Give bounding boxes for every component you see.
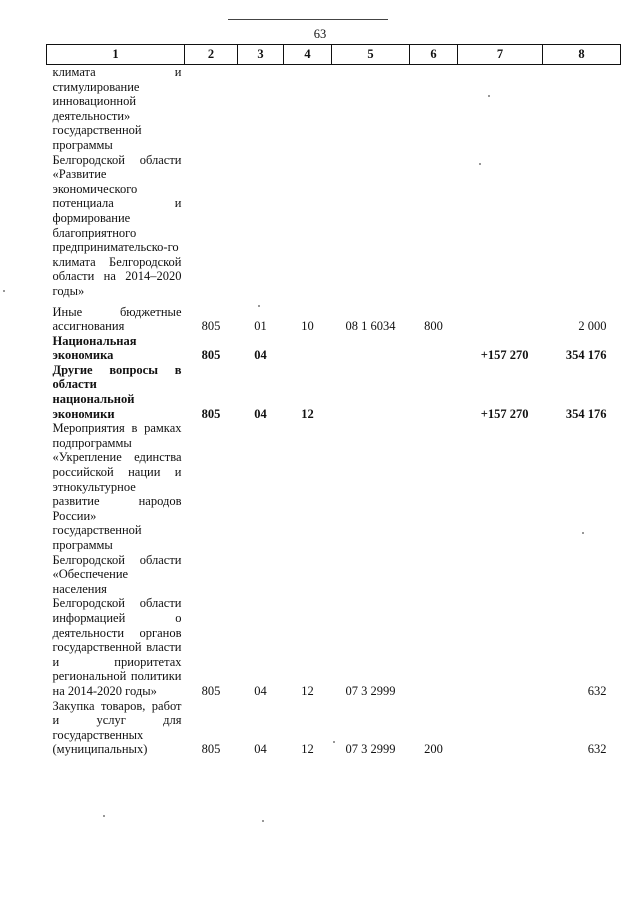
column-header: 2	[185, 45, 238, 65]
row-cell-col6: 800	[424, 319, 443, 334]
row-cell-col2: 805	[201, 348, 221, 363]
row-cell-col7: +157 270	[480, 348, 529, 363]
row-cell-col6	[410, 65, 458, 299]
row-cell-col5	[332, 65, 410, 299]
row-cell-col7	[458, 65, 543, 299]
scan-speck	[333, 741, 335, 743]
column-header: 4	[284, 45, 332, 65]
row-cell-col6: 200	[424, 742, 443, 757]
row-cell-col3: 04	[254, 683, 267, 698]
row-cell-col8: 632	[587, 742, 607, 757]
scan-speck	[3, 290, 5, 292]
column-header: 5	[332, 45, 410, 65]
table-row	[47, 334, 621, 363]
row-cell-col4	[284, 65, 332, 299]
scan-speck	[479, 163, 481, 165]
table-row	[47, 421, 621, 698]
row-cell-col4: 12	[301, 742, 314, 757]
table-body	[47, 65, 621, 757]
header-rule	[228, 19, 388, 20]
row-cell-col4: 12	[301, 683, 314, 698]
row-cell-col5	[332, 334, 410, 363]
scan-speck	[103, 815, 105, 817]
row-cell-col7	[458, 699, 543, 757]
row-description: климата и стимулирование инновационной деятельности» государственной программы Белгородской области «Развитие экономического потенциала и формирование благоприятного предпринимательско-го климата Белгородской области на 2014–2020 годы»	[52, 65, 182, 298]
scan-speck	[488, 95, 490, 97]
row-cell-col7	[458, 305, 543, 334]
column-header: 3	[238, 45, 284, 65]
scan-speck	[262, 820, 264, 822]
column-header: 7	[458, 45, 543, 65]
row-cell-col5: 08 1 6034	[345, 319, 396, 334]
row-description: Другие вопросы в области национальной экономики	[52, 362, 182, 421]
column-header: 6	[410, 45, 458, 65]
row-cell-col8	[543, 65, 621, 299]
row-description: Мероприятия в рамках подпрограммы «Укрепление единства российской нации и этнокультурное развитие народов России» государственной программы Белгородской области «Обеспечение населения Белгородской области информацией о деятельности органов государственной власти и приоритетах региональной политики на 2014-2020 годы»	[52, 421, 182, 698]
row-cell-col3: 04	[254, 742, 267, 757]
row-description: Закупка товаров, работ и услуг для государственных (муниципальных)	[52, 698, 182, 757]
row-cell-col2: 805	[201, 319, 221, 334]
row-description: Национальная экономика	[52, 333, 137, 363]
row-cell-col2	[185, 65, 238, 299]
row-cell-col3: 04	[254, 406, 267, 421]
row-cell-col2: 805	[201, 742, 221, 757]
table-row	[47, 363, 621, 421]
row-cell-col5: 07 3 2999	[345, 683, 396, 698]
row-cell-col8: 2 000	[578, 319, 607, 334]
row-cell-col4	[284, 334, 332, 363]
row-cell-col6	[410, 363, 458, 421]
row-cell-col6	[410, 334, 458, 363]
table-row	[47, 65, 621, 299]
header-row	[47, 45, 621, 65]
column-header: 1	[47, 45, 185, 65]
row-cell-col5: 07 3 2999	[345, 742, 396, 757]
row-cell-col2: 805	[201, 683, 221, 698]
row-cell-col8: 354 176	[565, 348, 607, 363]
row-cell-col7	[458, 421, 543, 698]
row-cell-col8: 354 176	[565, 406, 607, 421]
row-cell-col4: 12	[301, 406, 314, 421]
column-header: 8	[543, 45, 621, 65]
scan-speck	[582, 532, 584, 534]
row-cell-col6	[410, 421, 458, 698]
row-cell-col5	[332, 363, 410, 421]
row-cell-col3: 04	[254, 348, 267, 363]
row-cell-col2: 805	[201, 406, 221, 421]
page-number: 63	[313, 27, 327, 41]
row-cell-col3: 01	[254, 319, 267, 334]
budget-table	[46, 44, 621, 757]
row-cell-col8: 632	[587, 683, 607, 698]
row-cell-col4: 10	[301, 319, 314, 334]
table-row	[47, 699, 621, 757]
table-row	[47, 305, 621, 334]
row-cell-col7: +157 270	[480, 406, 529, 421]
row-description: Иные бюджетные ассигнования	[52, 304, 182, 334]
row-cell-col3	[238, 65, 284, 299]
scan-speck	[258, 305, 260, 307]
